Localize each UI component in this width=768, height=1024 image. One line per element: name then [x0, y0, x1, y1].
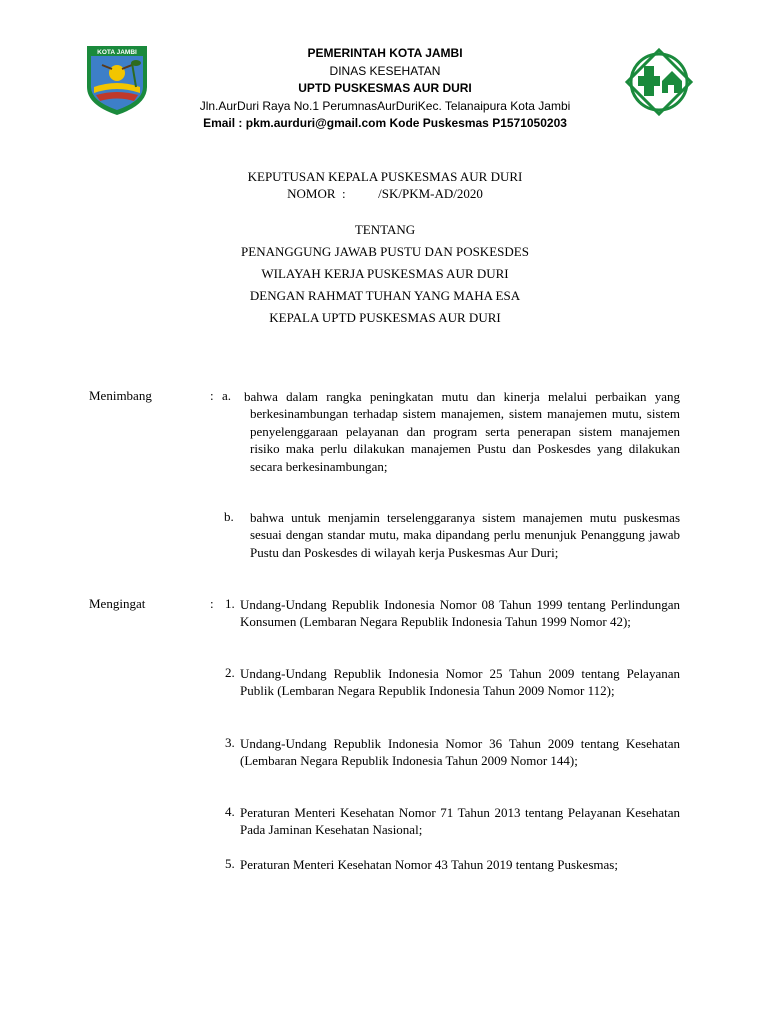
mengingat-item-2-text: Undang-Undang Republik Indonesia Nomor 25 Tahun 2009 tentang Pelayanan Publik (Lembaran Negara Republik Indonesia Tahun 2009 Nomor 112); — [240, 666, 680, 699]
mengingat-item-4-marker: 4. — [225, 804, 235, 819]
menimbang-label: Menimbang — [89, 388, 152, 403]
decree-tentang: TENTANG — [354, 222, 416, 237]
mengingat-item-2-marker: 2. — [225, 665, 235, 680]
menimbang-item-b-text: bahwa untuk menjamin terselenggaranya sistem manajemen mutu puskesmas sesuai dengan standar mutu, maka dipandang perlu menunjuk Penanggung jawab Pustu dan Poskesdes di wilayah kerja Puskesmas Aur Duri; — [250, 510, 680, 560]
mengingat-item-5-text: Peraturan Menteri Kesehatan Nomor 43 Tahun 2019 tentang Puskesmas; — [240, 857, 618, 872]
letterhead-line-government: PEMERINTAH KOTA JAMBI — [307, 46, 463, 60]
mengingat-item-4-text: Peraturan Menteri Kesehatan Nomor 71 Tahun 2013 tentang Pelayanan Kesehatan Pada Jaminan Kesehatan Nasional; — [240, 805, 680, 838]
puskesmas-logo — [624, 47, 694, 117]
menimbang-item-b-marker: b. — [224, 509, 234, 524]
decree-subject-3: DENGAN RAHMAT TUHAN YANG MAHA ESA — [249, 288, 521, 303]
decree-subject-1: PENANGGUNG JAWAB PUSTU DAN POSKESDES — [241, 244, 529, 259]
mengingat-colon: : — [210, 596, 214, 611]
mengingat-item-3-text: Undang-Undang Republik Indonesia Nomor 36 Tahun 2009 tentang Kesehatan (Lembaran Negara Republik Indonesia Tahun 2009 Nomor 144); — [240, 736, 680, 769]
mengingat-item-3-marker: 3. — [225, 735, 235, 750]
letterhead-line-email: Email : pkm.aurduri@gmail.com Kode Puskesmas P1571050203 — [203, 116, 567, 130]
decree-subject-2: WILAYAH KERJA PUSKESMAS AUR DURI — [261, 266, 509, 281]
mengingat-item-1-marker: 1. — [225, 596, 235, 611]
kota-jambi-logo — [84, 43, 150, 117]
letterhead-line-unit: UPTD PUSKESMAS AUR DURI — [298, 81, 472, 95]
menimbang-colon: : — [210, 388, 214, 403]
logo-left-text: KOTA JAMBI — [97, 49, 137, 56]
decree-subject-4: KEPALA UPTD PUSKESMAS AUR DURI — [269, 310, 501, 325]
letterhead — [160, 45, 610, 133]
decree-heading: KEPUTUSAN KEPALA PUSKESMAS AUR DURI — [247, 169, 523, 184]
mengingat-item-5-marker: 5. — [225, 856, 235, 871]
menimbang-item-a-text: bahwa dalam rangka peningkatan mutu dan kinerja melalui perbaikan yang berkesinambungan terhadap sistem manajemen, sistem manajemen mutu, sistem penyelenggaraan pelayanan dan program serta penerapan sistem manajemen risiko maka perlu dilakukan manajemen Pustu dan Poskesdes yang dilakukan secara berkesinambungan; — [244, 389, 680, 474]
decree-number: NOMOR : /SK/PKM-AD/2020 — [287, 186, 483, 201]
mengingat-label: Mengingat — [89, 596, 146, 611]
menimbang-item-a-marker: a. — [222, 388, 232, 403]
letterhead-line-address: Jln.AurDuri Raya No.1 PerumnasAurDuriKec. Telanaipura Kota Jambi — [199, 98, 571, 113]
mengingat-item-1-text: Undang-Undang Republik Indonesia Nomor 08 Tahun 1999 tentang Perlindungan Konsumen (Lembaran Negara Republik Indonesia Tahun 1999 Nomor 42); — [240, 597, 680, 630]
letterhead-line-department: DINAS KESEHATAN — [329, 63, 441, 78]
decree-title-block — [160, 168, 610, 329]
